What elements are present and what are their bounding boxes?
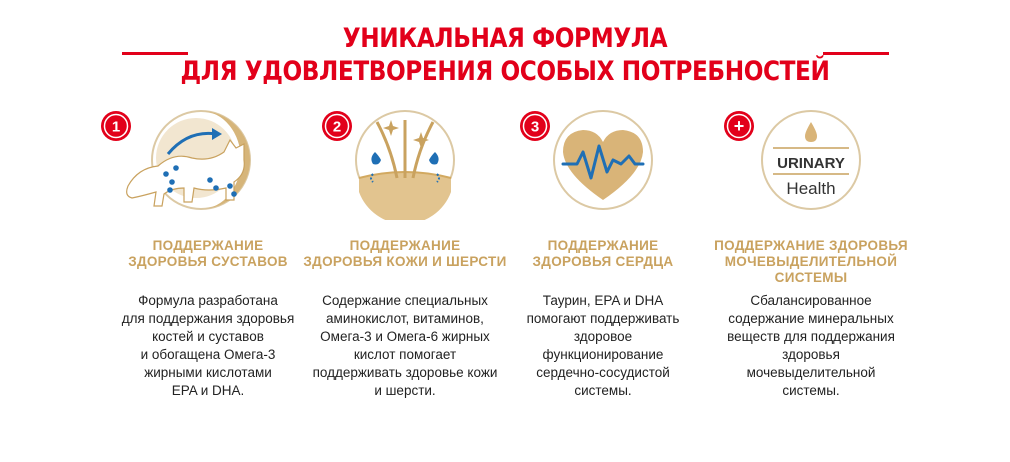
title-line: ПОДДЕРЖАНИЕ — [152, 238, 264, 253]
desc-line: сердечно-сосудистой — [536, 365, 670, 380]
badge-3-icon — [519, 110, 551, 142]
feature-urinary — [691, 0, 931, 462]
feature-heart-icon-area — [483, 108, 723, 220]
desc-line: костей и суставов — [152, 329, 264, 344]
title-line: МОЧЕВЫДЕЛИТЕЛЬНОЙ — [724, 254, 898, 269]
desc-line: аминокислот, витаминов, — [326, 311, 484, 326]
desc-line: жирными кислотами — [144, 365, 272, 380]
desc-line: содержание минеральных — [728, 311, 894, 326]
desc-line: здоровое — [573, 329, 633, 344]
title-line: ПОДДЕРЖАНИЕ ЗДОРОВЬЯ — [714, 238, 908, 253]
desc-line: Формула разработана — [138, 293, 278, 308]
title-line: ЗДОРОВЬЯ КОЖИ И ШЕРСТИ — [303, 254, 507, 269]
desc-line: и обогащена Омега-3 — [140, 347, 276, 362]
desc-line: функционирование — [542, 347, 664, 362]
desc-line: Омега-3 и Омега-6 жирных — [320, 329, 490, 344]
heading-line-1: УНИКАЛЬНАЯ ФОРМУЛА — [342, 23, 668, 54]
feature-urinary-description — [691, 292, 931, 400]
title-line: СИСТЕМЫ — [774, 270, 848, 285]
desc-line: здоровья — [782, 347, 840, 362]
urinary-label: URINARY — [777, 155, 845, 172]
title-line: ПОДДЕРЖАНИЕ — [547, 238, 659, 253]
desc-line: Содержание специальных — [322, 293, 488, 308]
heading-line-2: ДЛЯ УДОВЛЕТВОРЕНИЯ ОСОБЫХ ПОТРЕБНОСТЕЙ — [180, 56, 830, 87]
desc-line: Сбалансированное — [750, 293, 872, 308]
badge-3-number: 3 — [530, 118, 540, 136]
desc-line: веществ для поддержания — [727, 329, 895, 344]
desc-line: мочевыделительной — [746, 365, 876, 380]
desc-line: EPA и DHA. — [171, 383, 245, 398]
badge-1-number: 1 — [111, 118, 121, 136]
title-line: ПОДДЕРЖАНИЕ — [349, 238, 461, 253]
desc-line: помогают поддерживать — [526, 311, 680, 326]
desc-line: для поддержания здоровья — [121, 311, 295, 326]
desc-line: поддерживать здоровье кожи — [312, 365, 498, 380]
health-label: Health — [786, 179, 836, 198]
feature-heart-title — [483, 238, 723, 270]
badge-1-icon — [100, 110, 132, 142]
title-line: ЗДОРОВЬЯ СЕРДЦА — [532, 254, 674, 269]
desc-line: системы. — [574, 383, 632, 398]
feature-heart — [483, 0, 723, 462]
badge-plus-symbol: + — [733, 116, 745, 136]
desc-line: кислот помогает — [353, 347, 457, 362]
title-line: ЗДОРОВЬЯ СУСТАВОВ — [128, 254, 288, 269]
badge-2-number: 2 — [332, 118, 342, 136]
feature-heart-description — [483, 292, 723, 400]
badge-2-icon — [321, 110, 353, 142]
feature-urinary-icon-area — [691, 108, 931, 220]
desc-line: Таурин, EPA и DHA — [542, 293, 664, 308]
feature-urinary-title — [691, 238, 931, 286]
desc-line: системы. — [782, 383, 840, 398]
badge-plus-icon — [723, 110, 755, 142]
desc-line: и шерсти. — [374, 383, 436, 398]
